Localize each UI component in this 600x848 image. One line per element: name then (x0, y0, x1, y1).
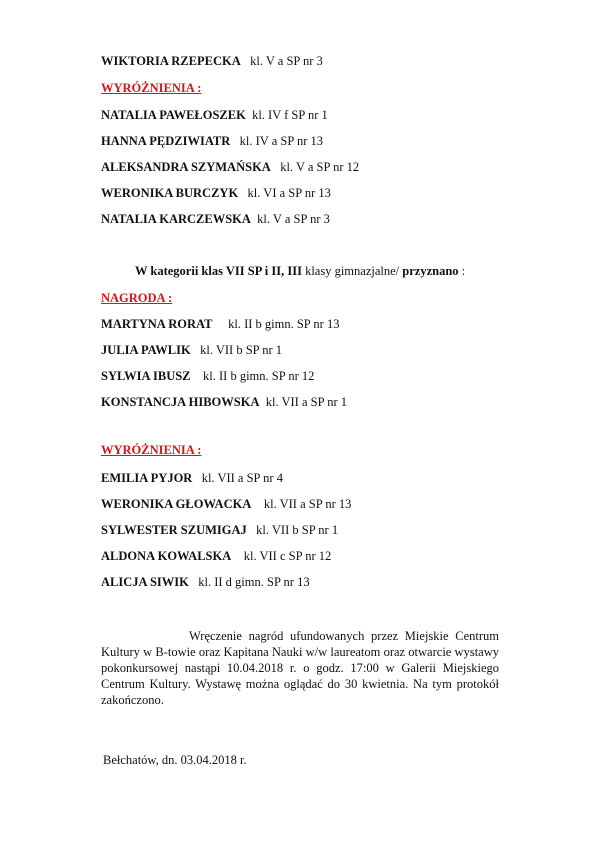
laureate-class: kl. V a SP nr 3 (257, 212, 330, 226)
laureate-class: kl. VII b SP nr 1 (256, 523, 339, 537)
closing-paragraph (101, 628, 499, 708)
laureate-class: kl. II d gimn. SP nr 13 (198, 575, 310, 589)
laureate-class: kl. IV a SP nr 13 (239, 134, 324, 148)
laureate-name: MARTYNA RORAT (101, 317, 213, 331)
section-heading-distinctions: WYRÓŻNIENIA : (101, 443, 202, 457)
closing-paragraph-text: Wręczenie nagród ufundowanych przez Miejskie Centrum Kultury w B-towie oraz Kapitana Nauki w/w laureatom oraz otwarcie wystawy pokonkursowej nastąpi 10.04.2018 r. o godz. 17:00 w Galerii Miejskiego Centrum Kultury. Wystawę można oglądać do 30 kwietnia. Na tym protokół zakończono. (101, 629, 499, 707)
laureate-name: ALICJA SIWIK (101, 575, 189, 589)
section-heading-award: NAGRODA : (101, 291, 173, 305)
category-line (135, 263, 465, 279)
category-tail: : (461, 264, 466, 278)
category-bold: W kategorii klas VII SP i II, III (135, 264, 302, 278)
place-date: Bełchatów, dn. 03.04.2018 r. (103, 753, 247, 767)
list-item (101, 159, 359, 175)
list-item (101, 470, 283, 486)
list-item (101, 368, 314, 384)
laureate-name: HANNA PĘDZIWIATR (101, 134, 231, 148)
laureate-name: ALEKSANDRA SZYMAŃSKA (101, 160, 271, 174)
laureate-name: NATALIA KARCZEWSKA (101, 212, 251, 226)
laureate-name: EMILIA PYJOR (101, 471, 193, 485)
laureate-class: kl. VII c SP nr 12 (243, 549, 332, 563)
laureate-class: kl. IV f SP nr 1 (252, 108, 328, 122)
laureate-class: kl. II b gimn. SP nr 12 (203, 369, 315, 383)
laureate-name: SYLWIA IBUSZ (101, 369, 191, 383)
laureate-class: kl. VI a SP nr 13 (247, 186, 331, 200)
list-item (101, 107, 328, 123)
section-heading-distinctions: WYRÓŻNIENIA : (101, 81, 202, 95)
category-bold-end: przyznano (402, 264, 459, 278)
laureate-class: kl. V a SP nr 12 (280, 160, 360, 174)
laureate-name: KONSTANCJA HIBOWSKA (101, 395, 260, 409)
laureate-name: WERONIKA GŁOWACKA (101, 497, 252, 511)
laureate-name: WERONIKA BURCZYK (101, 186, 239, 200)
laureate-class: kl. V a SP nr 3 (250, 54, 323, 68)
laureate-name: SYLWESTER SZUMIGAJ (101, 523, 247, 537)
laureate-name: JULIA PAWLIK (101, 343, 191, 357)
laureate-class: kl. II b gimn. SP nr 13 (228, 317, 340, 331)
category-normal: klasy gimnazjalne/ (305, 264, 400, 278)
laureate-name: NATALIA PAWEŁOSZEK (101, 108, 246, 122)
laureate-name: ALDONA KOWALSKA (101, 549, 232, 563)
laureate-name: WIKTORIA RZEPECKA (101, 54, 241, 68)
list-item (101, 133, 323, 149)
list-item (101, 316, 339, 332)
list-item (101, 342, 282, 358)
list-item (101, 394, 347, 410)
laureate-class: kl. VII b SP nr 1 (200, 343, 283, 357)
list-item (101, 522, 338, 538)
laureate-class: kl. VII a SP nr 1 (265, 395, 347, 409)
list-item (101, 574, 310, 590)
list-item (101, 496, 351, 512)
list-item (101, 185, 331, 201)
list-item (101, 53, 323, 69)
list-item (101, 211, 330, 227)
laureate-class: kl. VII a SP nr 13 (263, 497, 352, 511)
laureate-class: kl. VII a SP nr 4 (201, 471, 283, 485)
list-item (101, 548, 331, 564)
